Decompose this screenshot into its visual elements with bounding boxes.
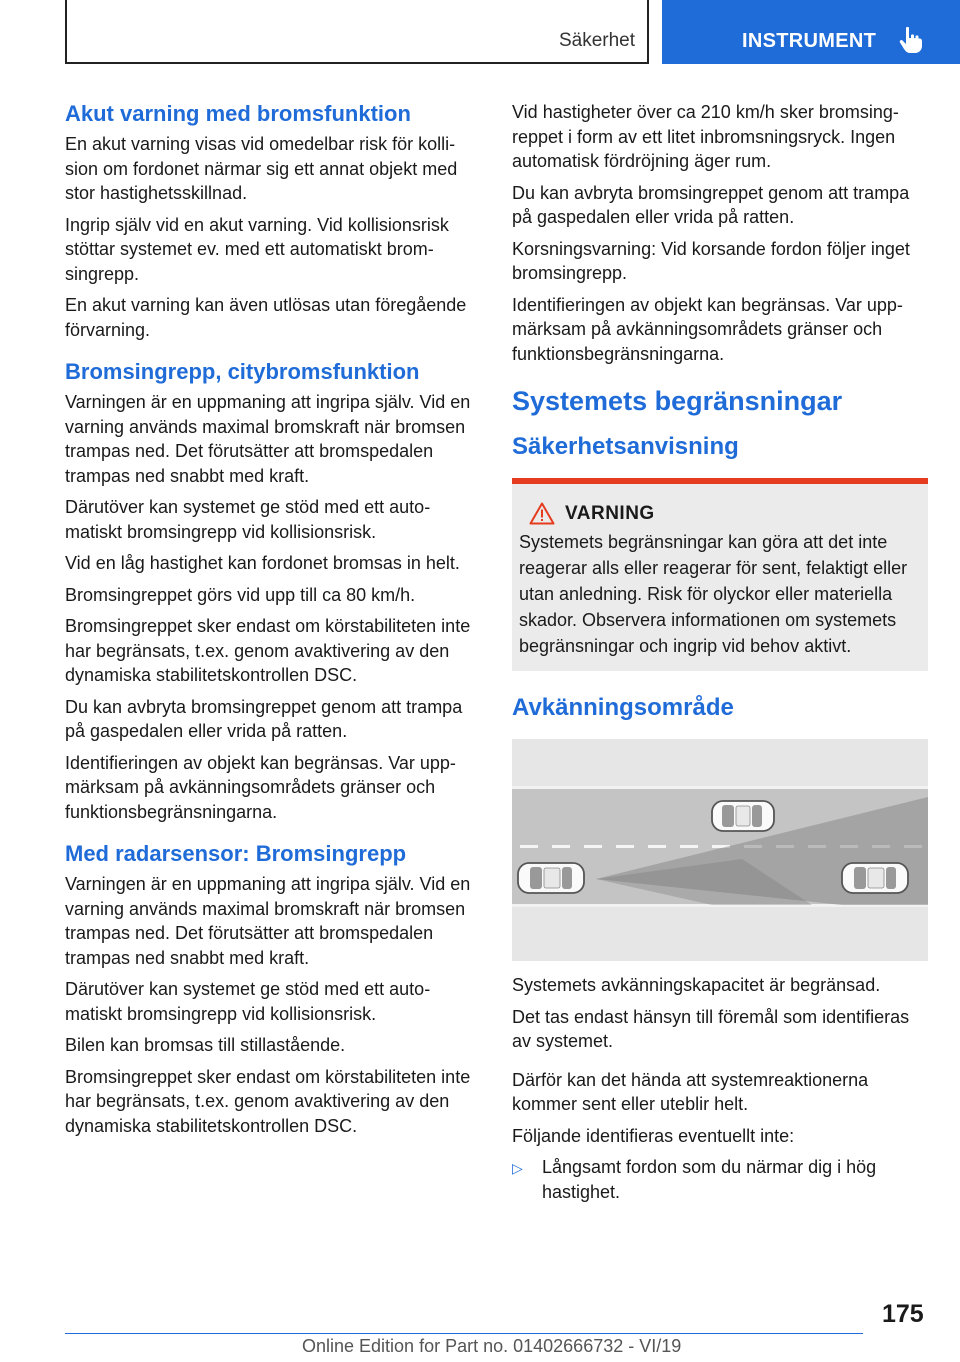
header-section-title: Säkerhet [558,30,635,51]
right-column [512,100,928,1204]
warning-header [529,502,920,525]
paragraph: Identifieringen av objekt kan begränsas. Var uppmärksam på avkänningsområdets gränser och funktionsbegränsningarna. [512,294,903,364]
paragraph: Bilen kan bromsas till stillastående. [65,1035,346,1055]
header-chapter-label: INSTRUMENT [742,30,877,52]
paragraph: Du kan avbryta bromsingreppet genom att trampa på gaspedalen eller vrida på ratten. [512,182,910,227]
page-number: 175 [882,1300,924,1328]
paragraph: Varningen är en uppmaning att ingripa själv. Vid en varning används maximal bromskraft när bromsen trampas ned. Det förutsätter att bromspedalen trampas ned snabbt med kraft. [65,874,471,968]
pointing-hand-icon [898,26,924,54]
header-chapter-tab[interactable] [662,0,960,64]
left-column [65,100,480,1145]
paragraph: Följande identifieras eventuellt inte: [512,1125,795,1146]
header-section-box [65,0,649,64]
paragraph: Därutöver kan systemet ge stöd med ett automatiskt bromsingrepp vid kollisionsrisk. [65,497,431,542]
heading-systemets-begransningar: Systemets begränsningar [512,386,843,416]
paragraph: Det tas endast hänsyn till föremål som identifieras av systemet. [512,1006,910,1051]
paragraph: Därutöver kan systemet ge stöd med ett automatiskt bromsingrepp vid kollisionsrisk. [65,979,431,1024]
car-right [842,863,908,893]
car-own [518,863,584,893]
paragraph: Vid en låg hastighet kan fordonet bromsas in helt. [65,553,460,573]
paragraph: Bromsingreppet görs vid upp till ca 80 km/h. [65,584,416,605]
heading-citybromsfunktion: Bromsingrepp, citybromsfunktion [65,359,420,384]
paragraph: Systemets avkänningskapacitet är begränsad. [512,975,881,995]
paragraph: Bromsingreppet sker endast om körstabiliteten inte har begränsats, t.ex. genom avaktivering av den dynamiska stabilitetskontrollen DSC. [65,616,471,685]
heading-radarsensor: Med radarsensor: Bromsingrepp [65,841,407,866]
list-item-text: Långsamt fordon som du närmar dig i hög hastighet. [542,1157,877,1202]
paragraph: En akut varning visas vid omedelbar risk för kollision om fordonet närmar sig ett annat objekt med stor hastighetsskillnad. [65,134,458,203]
paragraph: En akut varning kan även utlösas utan föregående förvarning. [65,295,467,340]
heading-akut-varning: Akut varning med bromsfunktion [65,101,411,126]
warning-box [512,478,928,671]
warning-title: VARNING [565,502,655,524]
paragraph: Identifieringen av objekt kan begränsas. Var uppmärksam på avkänningsområdets gränser och funktionsbegränsningarna. [65,752,456,822]
paragraph: Vid hastigheter över ca 210 km/h sker bromsingreppet i form av ett litet inbromsningsryck. Ingen automatisk fördröjning äger rum. [512,102,899,171]
list-item [512,1155,928,1204]
footer-divider [65,1333,863,1334]
heading-avkanningsomrade: Avkänningsområde [512,694,734,721]
paragraph: Därför kan det hända att systemreaktionerna kommer sent eller uteblir helt. [512,1069,869,1114]
footer-edition: Online Edition for Part no. 01402666732 - VI/19 [302,1336,682,1356]
car-front [712,801,774,831]
paragraph: Du kan avbryta bromsingreppet genom att trampa på gaspedalen eller vrida på ratten. [65,696,463,741]
paragraph: Korsningsvarning: Vid korsande fordon följer inget bromsingrepp. [512,238,910,283]
paragraph: Bromsingreppet sker endast om körstabiliteten inte har begränsats, t.ex. genom avaktivering av den dynamiska stabilitetskontrollen DSC. [65,1066,471,1136]
warning-text: Systemets begränsningar kan göra att det inte reagerar alls eller reagerar för sent, felaktigt eller utan anledning. Risk för olyckor eller materiella skador. Observera informationen om systemets begränsningar och ingrip vid behov aktivt. [519,532,908,656]
paragraph: Ingrip själv vid en akut varning. Vid kollisionsrisk stöttar systemet ev. med ett automatiskt bromsingrepp. [65,214,449,284]
paragraph: Varningen är en uppmaning att ingripa själv. Vid en varning används maximal bromskraft när bromsen trampas ned. Det förutsätter att bromspedalen trampas ned snabbt med kraft. [65,392,471,486]
detection-range-illustration [512,739,928,961]
warning-triangle-icon [529,502,555,525]
triangle-bullet-icon: ▷ [512,1160,523,1176]
heading-sakerhetsanvisning: Säkerhetsanvisning [512,433,739,460]
